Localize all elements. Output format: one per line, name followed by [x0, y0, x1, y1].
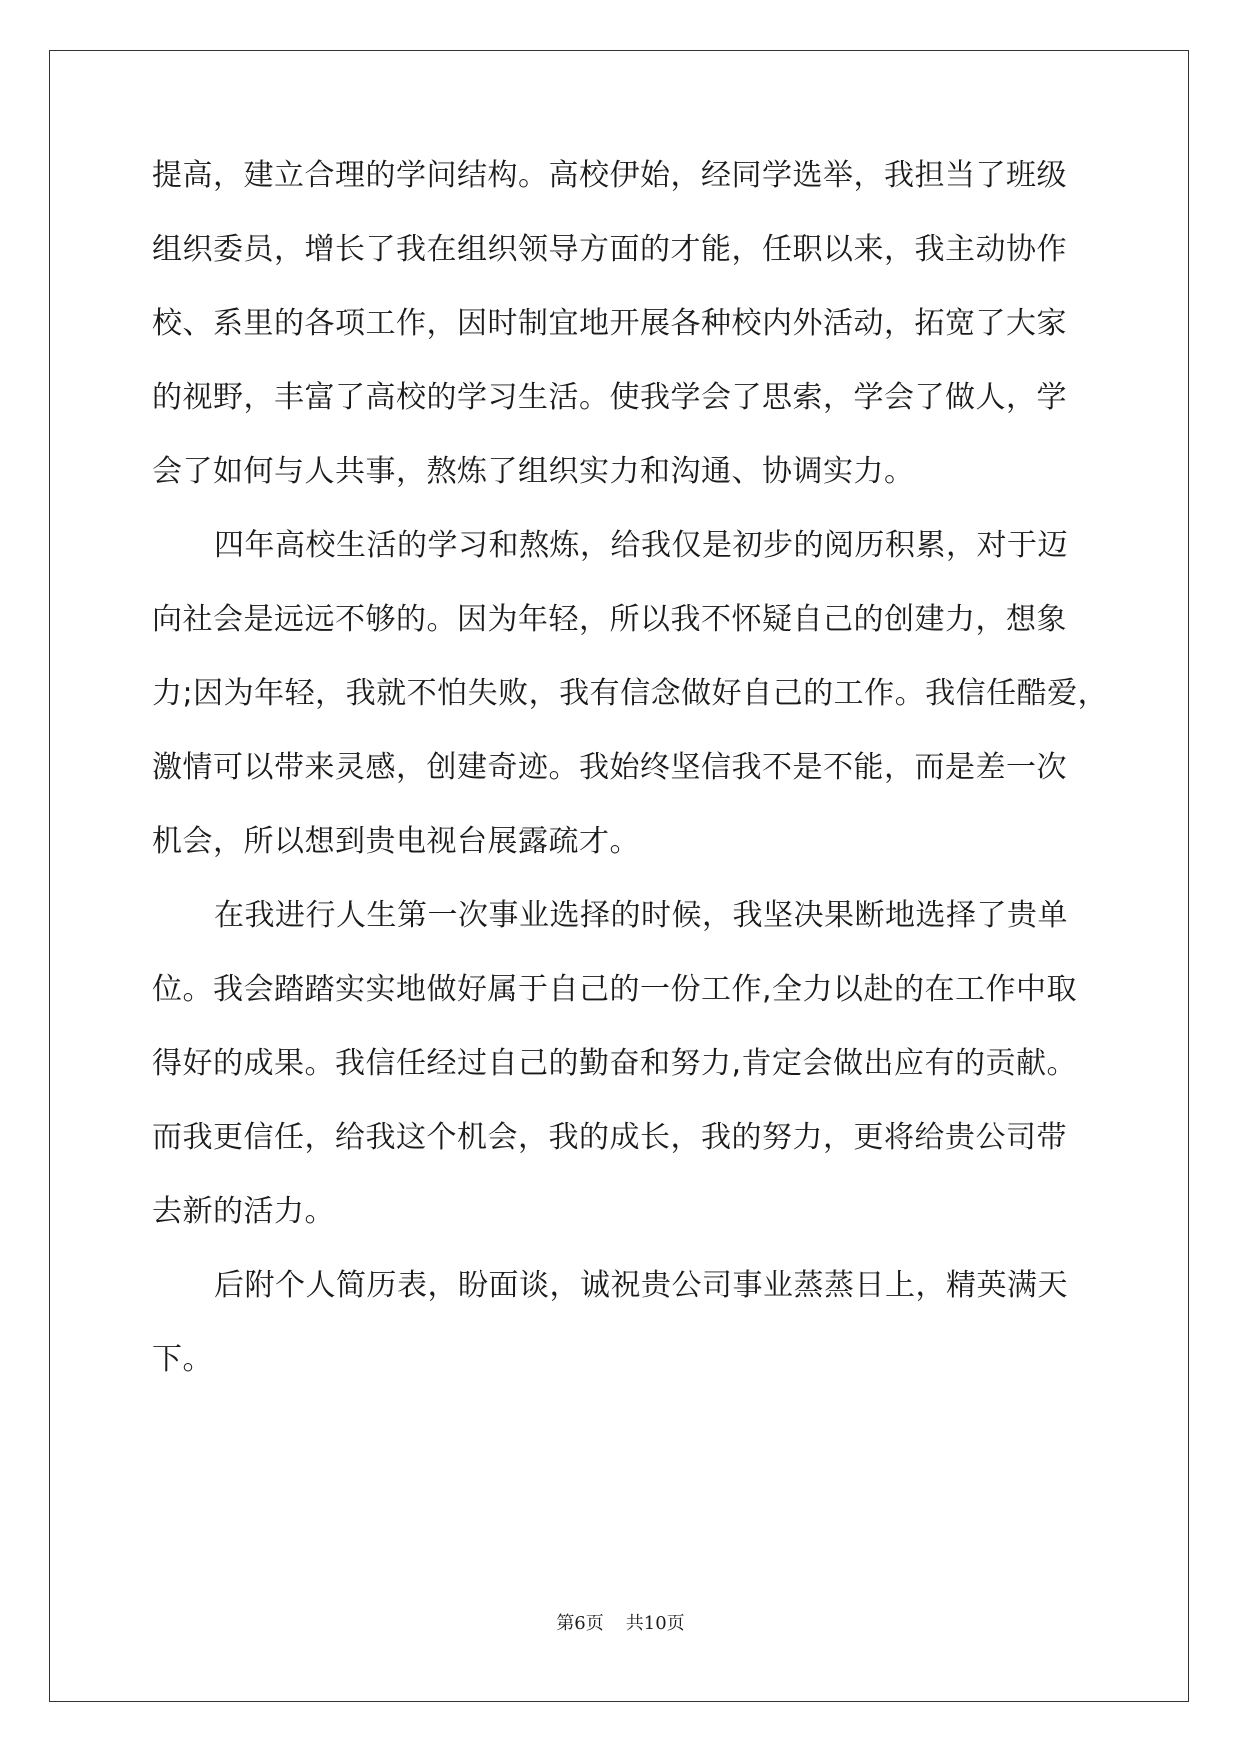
text-line: 的视野，丰富了高校的学习生活。使我学会了思索，学会了做人，学 — [152, 380, 1067, 415]
paragraph-start-line: 后附个人简历表，盼面谈，诚祝贵公司事业蒸蒸日上，精英满天 — [214, 1268, 1068, 1303]
paragraph-start-line: 在我进行人生第一次事业选择的时候，我坚决果断地选择了贵单 — [214, 898, 1068, 933]
text-line: 下。 — [152, 1342, 213, 1377]
text-line: 机会，所以想到贵电视台展露疏才。 — [152, 824, 640, 859]
page-border — [49, 50, 1189, 1702]
text-line: 得好的成果。我信任经过自己的勤奋和努力,肯定会做出应有的贡献。 — [152, 1046, 1078, 1081]
text-line: 向社会是远远不够的。因为年轻，所以我不怀疑自己的创建力，想象 — [152, 602, 1067, 637]
text-line: 位。我会踏踏实实地做好属于自己的一份工作,全力以赴的在工作中取 — [152, 972, 1078, 1007]
paragraph-start-line: 四年高校生活的学习和熬炼，给我仅是初步的阅历积累，对于迈 — [214, 528, 1068, 563]
text-line: 激情可以带来灵感，创建奇迹。我始终坚信我不是不能，而是差一次 — [152, 750, 1067, 785]
text-line: 组织委员，增长了我在组织领导方面的才能，任职以来，我主动协作 — [152, 232, 1067, 267]
text-line: 而我更信任，给我这个机会，我的成长，我的努力，更将给贵公司带 — [152, 1120, 1067, 1155]
text-line: 提高，建立合理的学问结构。高校伊始，经同学选举，我担当了班级 — [152, 158, 1067, 193]
page-number: 第6页 — [556, 1613, 604, 1634]
text-line: 会了如何与人共事，熬炼了组织实力和沟通、协调实力。 — [152, 454, 915, 489]
text-line: 力;因为年轻，我就不怕失败，我有信念做好自己的工作。我信任酷爱， — [152, 676, 1109, 711]
page-footer — [0, 1612, 1241, 1636]
text-line: 去新的活力。 — [152, 1194, 335, 1229]
text-line: 校、系里的各项工作，因时制宜地开展各种校内外活动，拓宽了大家 — [152, 306, 1067, 341]
page-total: 共10页 — [625, 1613, 685, 1634]
